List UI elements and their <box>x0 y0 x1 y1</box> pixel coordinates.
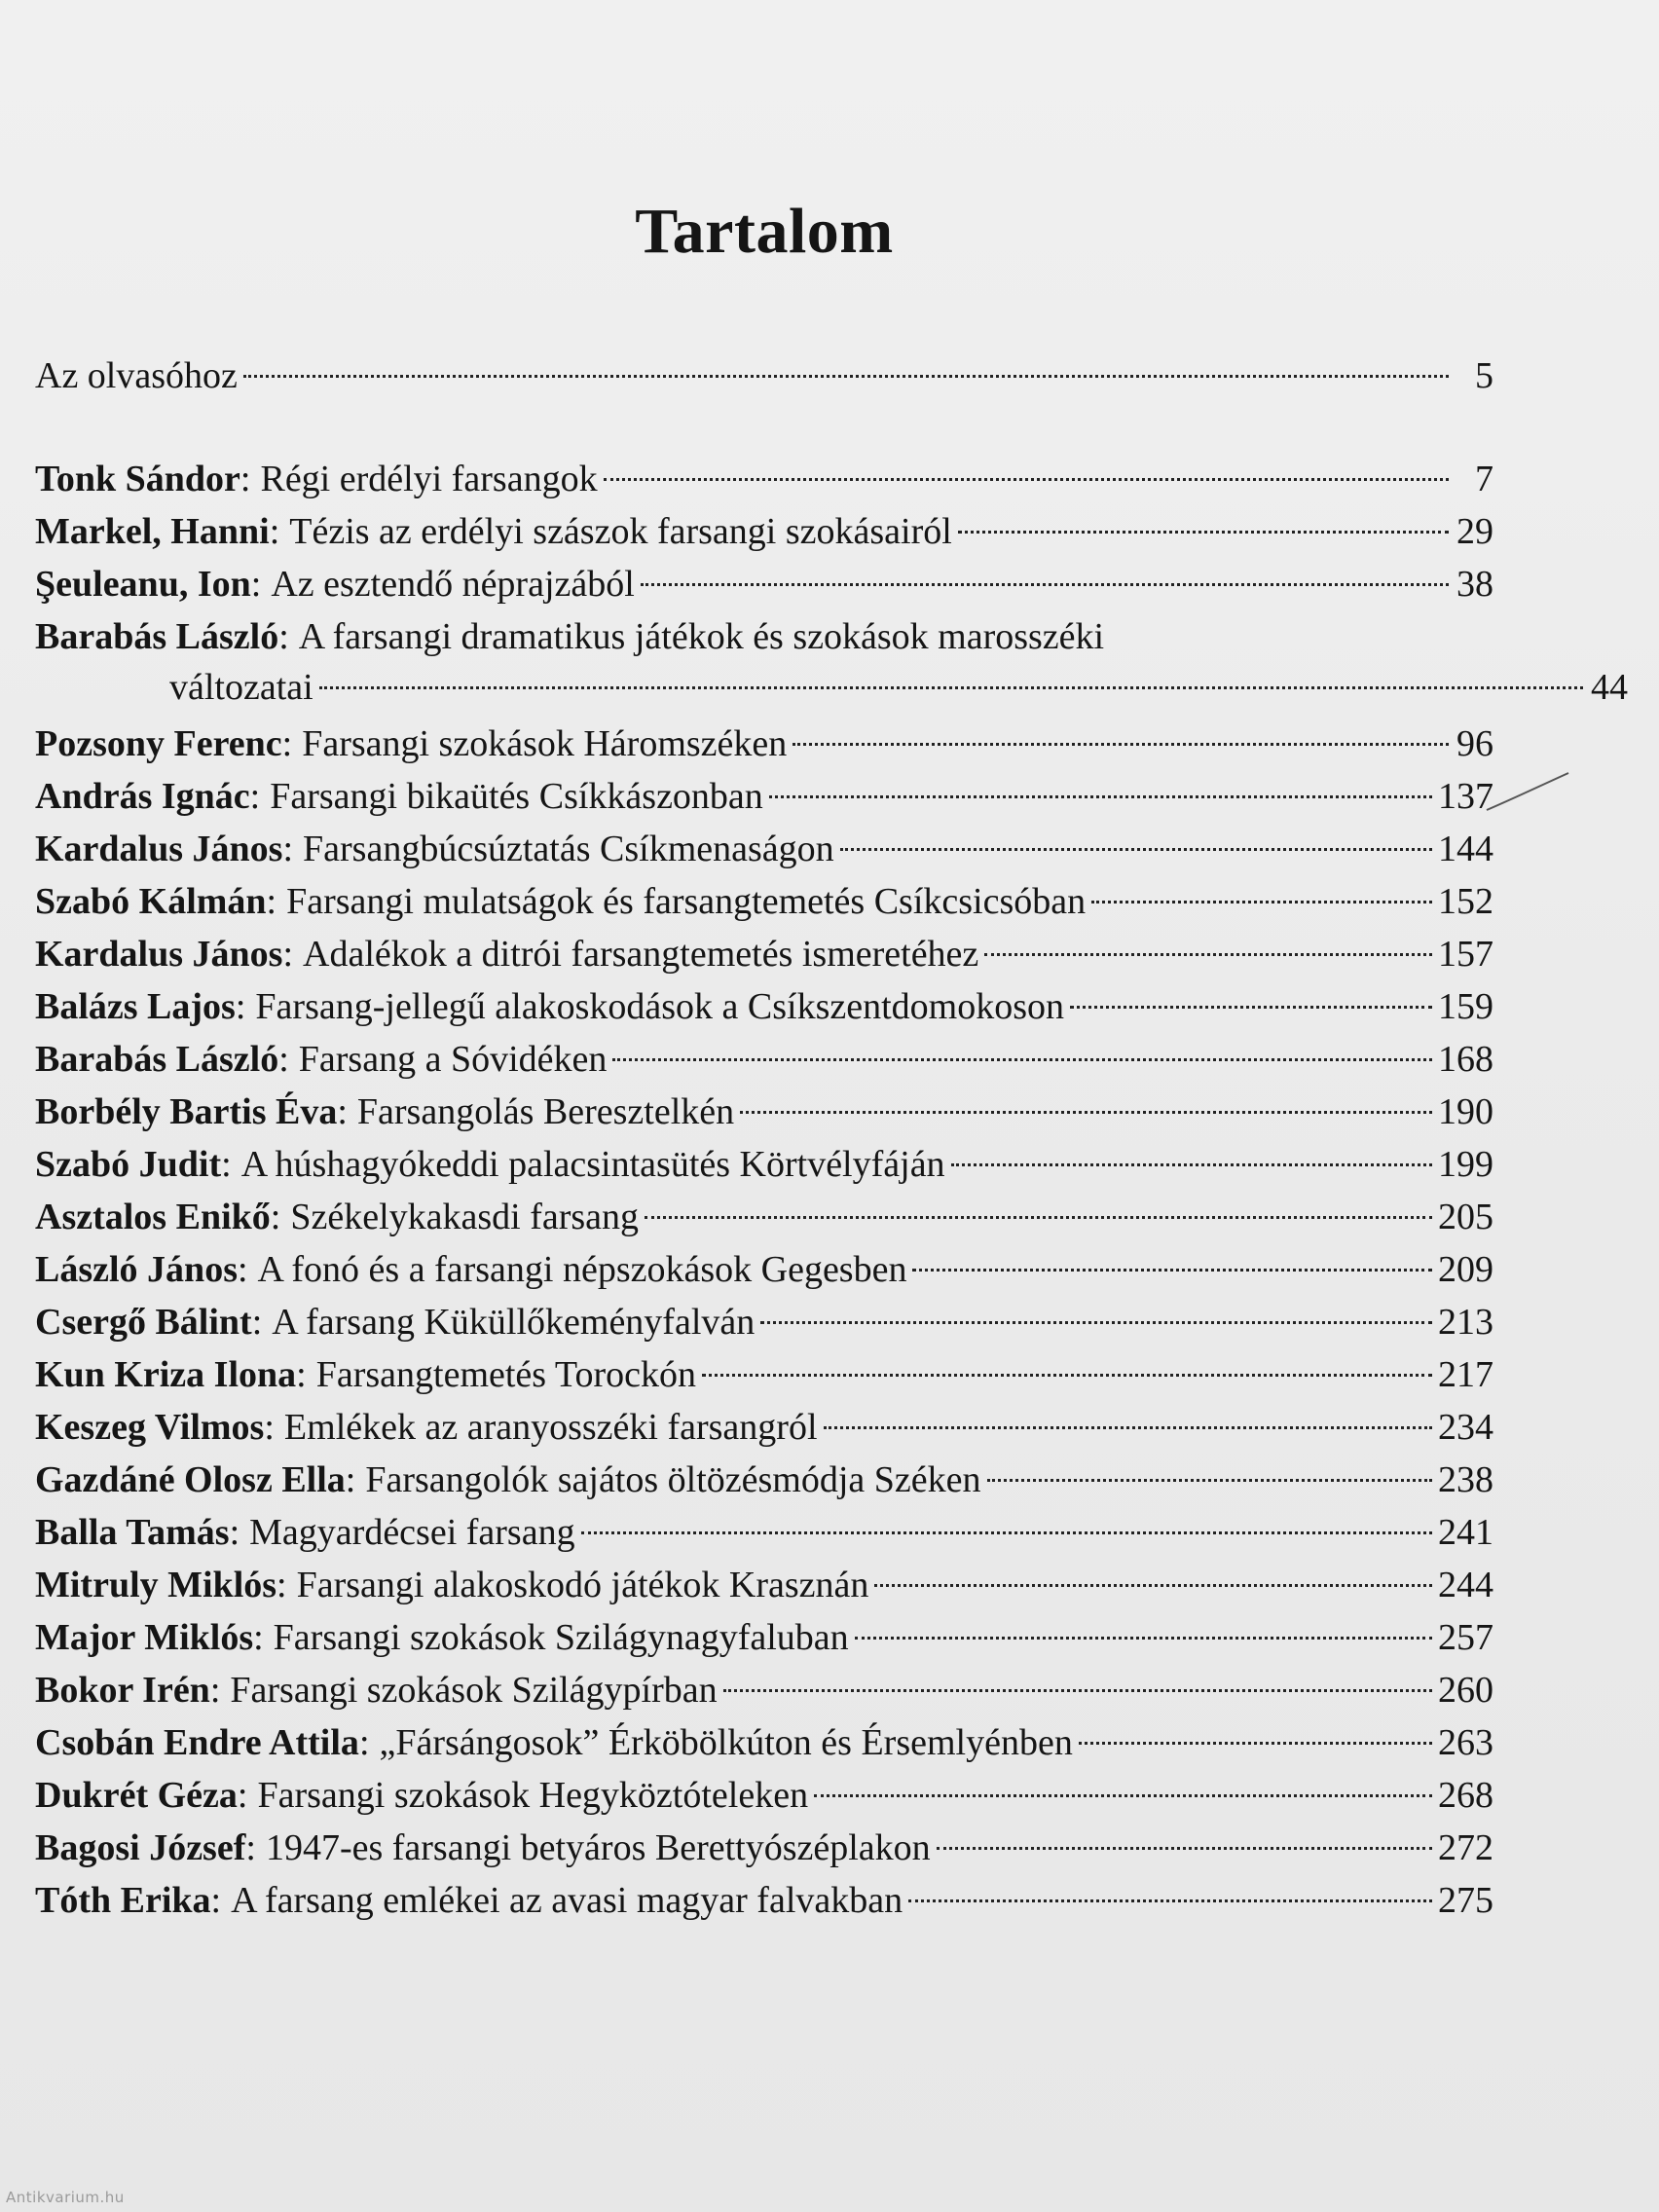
dot-leader <box>951 1163 1432 1166</box>
toc-entry-line <box>35 824 1493 874</box>
toc-colon: : <box>270 1197 281 1237</box>
toc-colon: : <box>278 616 289 657</box>
toc-colon: : <box>278 1039 289 1080</box>
toc-entry-line <box>35 981 1493 1032</box>
toc-author: Szabó Judit <box>35 1144 222 1185</box>
dot-leader <box>612 1058 1432 1061</box>
watermark: Antikvarium.hu <box>6 2189 125 2206</box>
toc-entry <box>35 824 1493 874</box>
toc-colon: : <box>209 1670 221 1711</box>
dot-leader <box>723 1689 1432 1692</box>
dot-leader <box>760 1321 1432 1324</box>
toc-page-number: 217 <box>1438 1354 1493 1395</box>
toc-page-number: 213 <box>1438 1302 1493 1343</box>
toc-colon: : <box>282 829 294 869</box>
toc-title: Farsangi bikaütés Csíkkászonban <box>270 776 763 817</box>
dot-leader <box>740 1111 1432 1114</box>
toc-author: László János <box>35 1249 238 1290</box>
toc-page-number: 238 <box>1438 1459 1493 1500</box>
toc-entry-line <box>35 1139 1493 1190</box>
toc-entry <box>35 981 1493 1032</box>
toc-colon: : <box>235 986 246 1027</box>
toc-entry-line <box>35 1665 1493 1715</box>
toc-entry-line <box>35 1244 1493 1295</box>
toc-page-number: 241 <box>1438 1512 1493 1553</box>
toc-page-number: 234 <box>1438 1407 1493 1448</box>
toc-author: Kardalus János <box>35 934 283 975</box>
toc-entry <box>35 559 1493 609</box>
dot-leader <box>604 478 1449 481</box>
toc-entry-line <box>35 1507 1493 1558</box>
toc-colon: : <box>337 1091 348 1132</box>
toc-colon: : <box>266 881 277 922</box>
toc-author: Gazdáné Olosz Ella <box>35 1459 346 1500</box>
toc-colon: : <box>281 723 293 764</box>
toc-author: Bokor Irén <box>35 1670 210 1711</box>
dot-leader <box>645 1216 1432 1219</box>
toc-page-number: 137 <box>1438 776 1493 817</box>
dot-leader <box>814 1794 1432 1797</box>
toc-author: Balázs Lajos <box>35 986 236 1027</box>
toc-entry-line <box>35 1770 1493 1821</box>
toc-colon: : <box>358 1722 370 1763</box>
toc-colon: : <box>240 459 251 499</box>
toc-title: Székelykakasdi farsang <box>290 1197 640 1237</box>
toc-entry-line <box>35 1455 1493 1505</box>
toc-author: Barabás László <box>35 616 279 657</box>
toc-page-number: 152 <box>1438 881 1493 922</box>
toc-entry <box>35 1034 1493 1085</box>
toc-colon: : <box>249 776 261 817</box>
toc-title: A farsang emlékei az avasi magyar falvakban <box>231 1880 903 1921</box>
toc-entry-line <box>35 719 1493 769</box>
toc-title: „Fársángosok” Érköbölkúton és Érsemlyénben <box>379 1722 1073 1763</box>
toc-colon: : <box>210 1880 222 1921</box>
toc-title: 1947-es farsangi betyáros Berettyószéplakon <box>265 1827 931 1868</box>
toc-author: András Ignác <box>35 776 250 817</box>
toc-entry-line <box>35 771 1493 822</box>
toc-page-number: 96 <box>1456 723 1493 764</box>
toc-title: A farsang Küküllőkeményfalván <box>272 1302 756 1343</box>
toc-colon: : <box>229 1512 240 1553</box>
toc-title: Farsangi szokások Szilágynagyfaluban <box>273 1617 849 1658</box>
toc-entry-line <box>35 1875 1493 1926</box>
toc-author: Mitruly Miklós <box>35 1565 277 1605</box>
toc-colon: : <box>245 1827 256 1868</box>
toc-entry <box>35 1612 1493 1663</box>
toc-entry <box>35 1875 1493 1926</box>
dot-leader <box>874 1584 1432 1587</box>
toc-title: Farsangi szokások Háromszéken <box>302 723 788 764</box>
dot-leader <box>840 848 1432 851</box>
pencil-mark-icon <box>1485 769 1572 818</box>
toc-entry-line <box>35 929 1493 979</box>
toc-entry <box>35 1192 1493 1242</box>
toc-entry <box>35 719 1493 769</box>
toc-entry-line <box>35 1087 1493 1137</box>
toc-colon: : <box>276 1565 287 1605</box>
toc-author: Csergő Bálint <box>35 1302 252 1343</box>
toc-title: Tézis az erdélyi szászok farsangi szokásairól <box>289 511 952 552</box>
toc-entry <box>35 1297 1493 1347</box>
toc-entry <box>35 350 1493 401</box>
toc-page-number: 260 <box>1438 1670 1493 1711</box>
toc-title: Adalékok a ditrói farsangtemetés ismeretéhez <box>303 934 979 975</box>
toc-title-continued: változatai <box>169 667 313 708</box>
toc-entry <box>35 1507 1493 1558</box>
toc-page-number: 5 <box>1475 355 1493 396</box>
toc-colon: : <box>237 1775 248 1816</box>
toc-entry-line <box>35 876 1493 927</box>
dot-leader <box>958 531 1449 534</box>
toc-entry <box>35 876 1493 927</box>
toc-author: Şeuleanu, Ion <box>35 564 251 605</box>
toc-title: Farsangolók sajátos öltözésmódja Széken <box>365 1459 981 1500</box>
toc-title: Farsangolás Beresztelkén <box>356 1091 735 1132</box>
toc-page-number: 190 <box>1438 1091 1493 1132</box>
toc-page-number: 275 <box>1438 1880 1493 1921</box>
dot-leader <box>319 686 1583 689</box>
toc-title: Farsangi mulatságok és farsangtemetés Csíkcsicsóban <box>286 881 1087 922</box>
toc-colon: : <box>221 1144 232 1185</box>
toc-entry <box>35 1087 1493 1137</box>
toc-title: Farsangi alakoskodó játékok Krasznán <box>296 1565 869 1605</box>
toc-author: Kun Kriza Ilona <box>35 1354 297 1395</box>
toc-author: Balla Tamás <box>35 1512 230 1553</box>
dot-leader <box>1070 1006 1432 1009</box>
toc-entry <box>35 1244 1493 1295</box>
dot-leader <box>769 795 1432 798</box>
toc-colon: : <box>251 1302 263 1343</box>
toc-title: Régi erdélyi farsangok <box>260 459 598 499</box>
dot-leader <box>937 1847 1432 1850</box>
toc-entry <box>35 771 1493 822</box>
toc-entry-line <box>35 1560 1493 1610</box>
toc-entry <box>35 1402 1493 1453</box>
toc-title: Farsang a Sóvidéken <box>298 1039 608 1080</box>
toc-colon: : <box>269 511 280 552</box>
toc-page-number: 209 <box>1438 1249 1493 1290</box>
toc-entry-line <box>35 1192 1493 1242</box>
toc-title: Magyardécsei farsang <box>249 1512 575 1553</box>
toc-entry-line <box>35 611 1493 662</box>
toc-title: Farsangi szokások Hegyköztóteleken <box>257 1775 809 1816</box>
toc-entry <box>35 1139 1493 1190</box>
toc-page-number: 199 <box>1438 1144 1493 1185</box>
dot-leader <box>1079 1742 1432 1745</box>
dot-leader <box>855 1637 1432 1640</box>
toc-title: Farsangtemetés Torockón <box>315 1354 696 1395</box>
toc-page-number: 205 <box>1438 1197 1493 1237</box>
toc-page-number: 263 <box>1438 1722 1493 1763</box>
toc-author: Markel, Hanni <box>35 511 270 552</box>
toc-entry <box>35 1665 1493 1715</box>
toc-title: Az olvasóhoz <box>35 355 238 396</box>
toc-page-number: 268 <box>1438 1775 1493 1816</box>
page-title: Tartalom <box>635 196 894 267</box>
toc-page-number: 168 <box>1438 1039 1493 1080</box>
toc-entry <box>35 1770 1493 1821</box>
toc-author: Keszeg Vilmos <box>35 1407 265 1448</box>
toc-entry-line <box>35 559 1493 609</box>
toc-title: Farsangi szokások Szilágypírban <box>230 1670 718 1711</box>
toc-page-number: 244 <box>1438 1565 1493 1605</box>
toc-page-number: 272 <box>1438 1827 1493 1868</box>
toc-title: Emlékek az aranyosszéki farsangról <box>283 1407 818 1448</box>
toc-page-number: 44 <box>1591 667 1628 708</box>
toc-title: Farsang-jellegű alakoskodások a Csíkszentdomokoson <box>255 986 1065 1027</box>
dot-leader <box>793 743 1449 746</box>
toc-title: Az esztendő néprajzából <box>271 564 635 605</box>
toc-page-number: 7 <box>1475 459 1493 499</box>
dot-leader <box>824 1426 1432 1429</box>
dot-leader <box>912 1269 1432 1272</box>
toc-entry <box>35 1455 1493 1505</box>
toc-author: Bagosi József <box>35 1827 246 1868</box>
toc-author: Barabás László <box>35 1039 279 1080</box>
dot-leader <box>908 1899 1432 1902</box>
dot-leader <box>641 583 1449 586</box>
toc-entry-line <box>35 1612 1493 1663</box>
toc-author: Tóth Erika <box>35 1880 211 1921</box>
toc-page-number: 38 <box>1456 564 1493 605</box>
toc-entry-line <box>35 1349 1493 1400</box>
toc-author: Csobán Endre Attila <box>35 1722 359 1763</box>
toc-entry <box>35 1823 1493 1873</box>
toc-entry-line <box>35 1823 1493 1873</box>
toc-entry <box>35 1349 1493 1400</box>
toc-page-number: 157 <box>1438 934 1493 975</box>
toc-page-number: 144 <box>1438 829 1493 869</box>
toc-author: Dukrét Géza <box>35 1775 238 1816</box>
toc-author: Pozsony Ferenc <box>35 723 282 764</box>
toc-page-number: 29 <box>1456 511 1493 552</box>
toc-entry <box>35 1717 1493 1768</box>
toc-colon: : <box>250 564 262 605</box>
toc-entry-line <box>35 350 1493 401</box>
toc-title: A fonó és a farsangi népszokások Gegesben <box>257 1249 907 1290</box>
toc-colon: : <box>345 1459 356 1500</box>
toc-entry-line <box>35 454 1493 504</box>
dot-leader <box>1091 901 1432 903</box>
toc-entry-line-continued <box>35 662 1628 713</box>
toc-entry <box>35 1560 1493 1610</box>
toc-author: Major Miklós <box>35 1617 254 1658</box>
toc-page-number: 257 <box>1438 1617 1493 1658</box>
toc-entry <box>35 454 1493 504</box>
dot-leader <box>984 953 1432 956</box>
toc-colon: : <box>282 934 294 975</box>
toc-entry <box>35 929 1493 979</box>
toc-entry-line <box>35 1717 1493 1768</box>
toc-colon: : <box>264 1407 275 1448</box>
toc-entry-line <box>35 506 1493 557</box>
dot-leader <box>243 375 1449 378</box>
toc-colon: : <box>296 1354 307 1395</box>
toc-entry-line <box>35 1297 1493 1347</box>
toc-author: Szabó Kálmán <box>35 881 267 922</box>
toc-author: Asztalos Enikő <box>35 1197 271 1237</box>
toc-entry-line <box>35 1034 1493 1085</box>
toc-entry <box>35 506 1493 557</box>
toc-entry-line <box>35 1402 1493 1453</box>
toc-colon: : <box>237 1249 248 1290</box>
toc-author: Kardalus János <box>35 829 283 869</box>
toc-page-number: 159 <box>1438 986 1493 1027</box>
toc-author: Tonk Sándor <box>35 459 240 499</box>
toc-title: A húshagyókeddi palacsintasütés Körtvélyfáján <box>240 1144 945 1185</box>
toc-entry <box>35 611 1628 713</box>
toc-author: Borbély Bartis Éva <box>35 1091 338 1132</box>
dot-leader <box>987 1479 1433 1482</box>
toc-title: A farsangi dramatikus játékok és szokások marosszéki <box>298 616 1105 657</box>
dot-leader <box>581 1531 1432 1534</box>
dot-leader <box>702 1374 1432 1377</box>
toc-title: Farsangbúcsúztatás Csíkmenaságon <box>303 829 834 869</box>
toc-colon: : <box>253 1617 264 1658</box>
